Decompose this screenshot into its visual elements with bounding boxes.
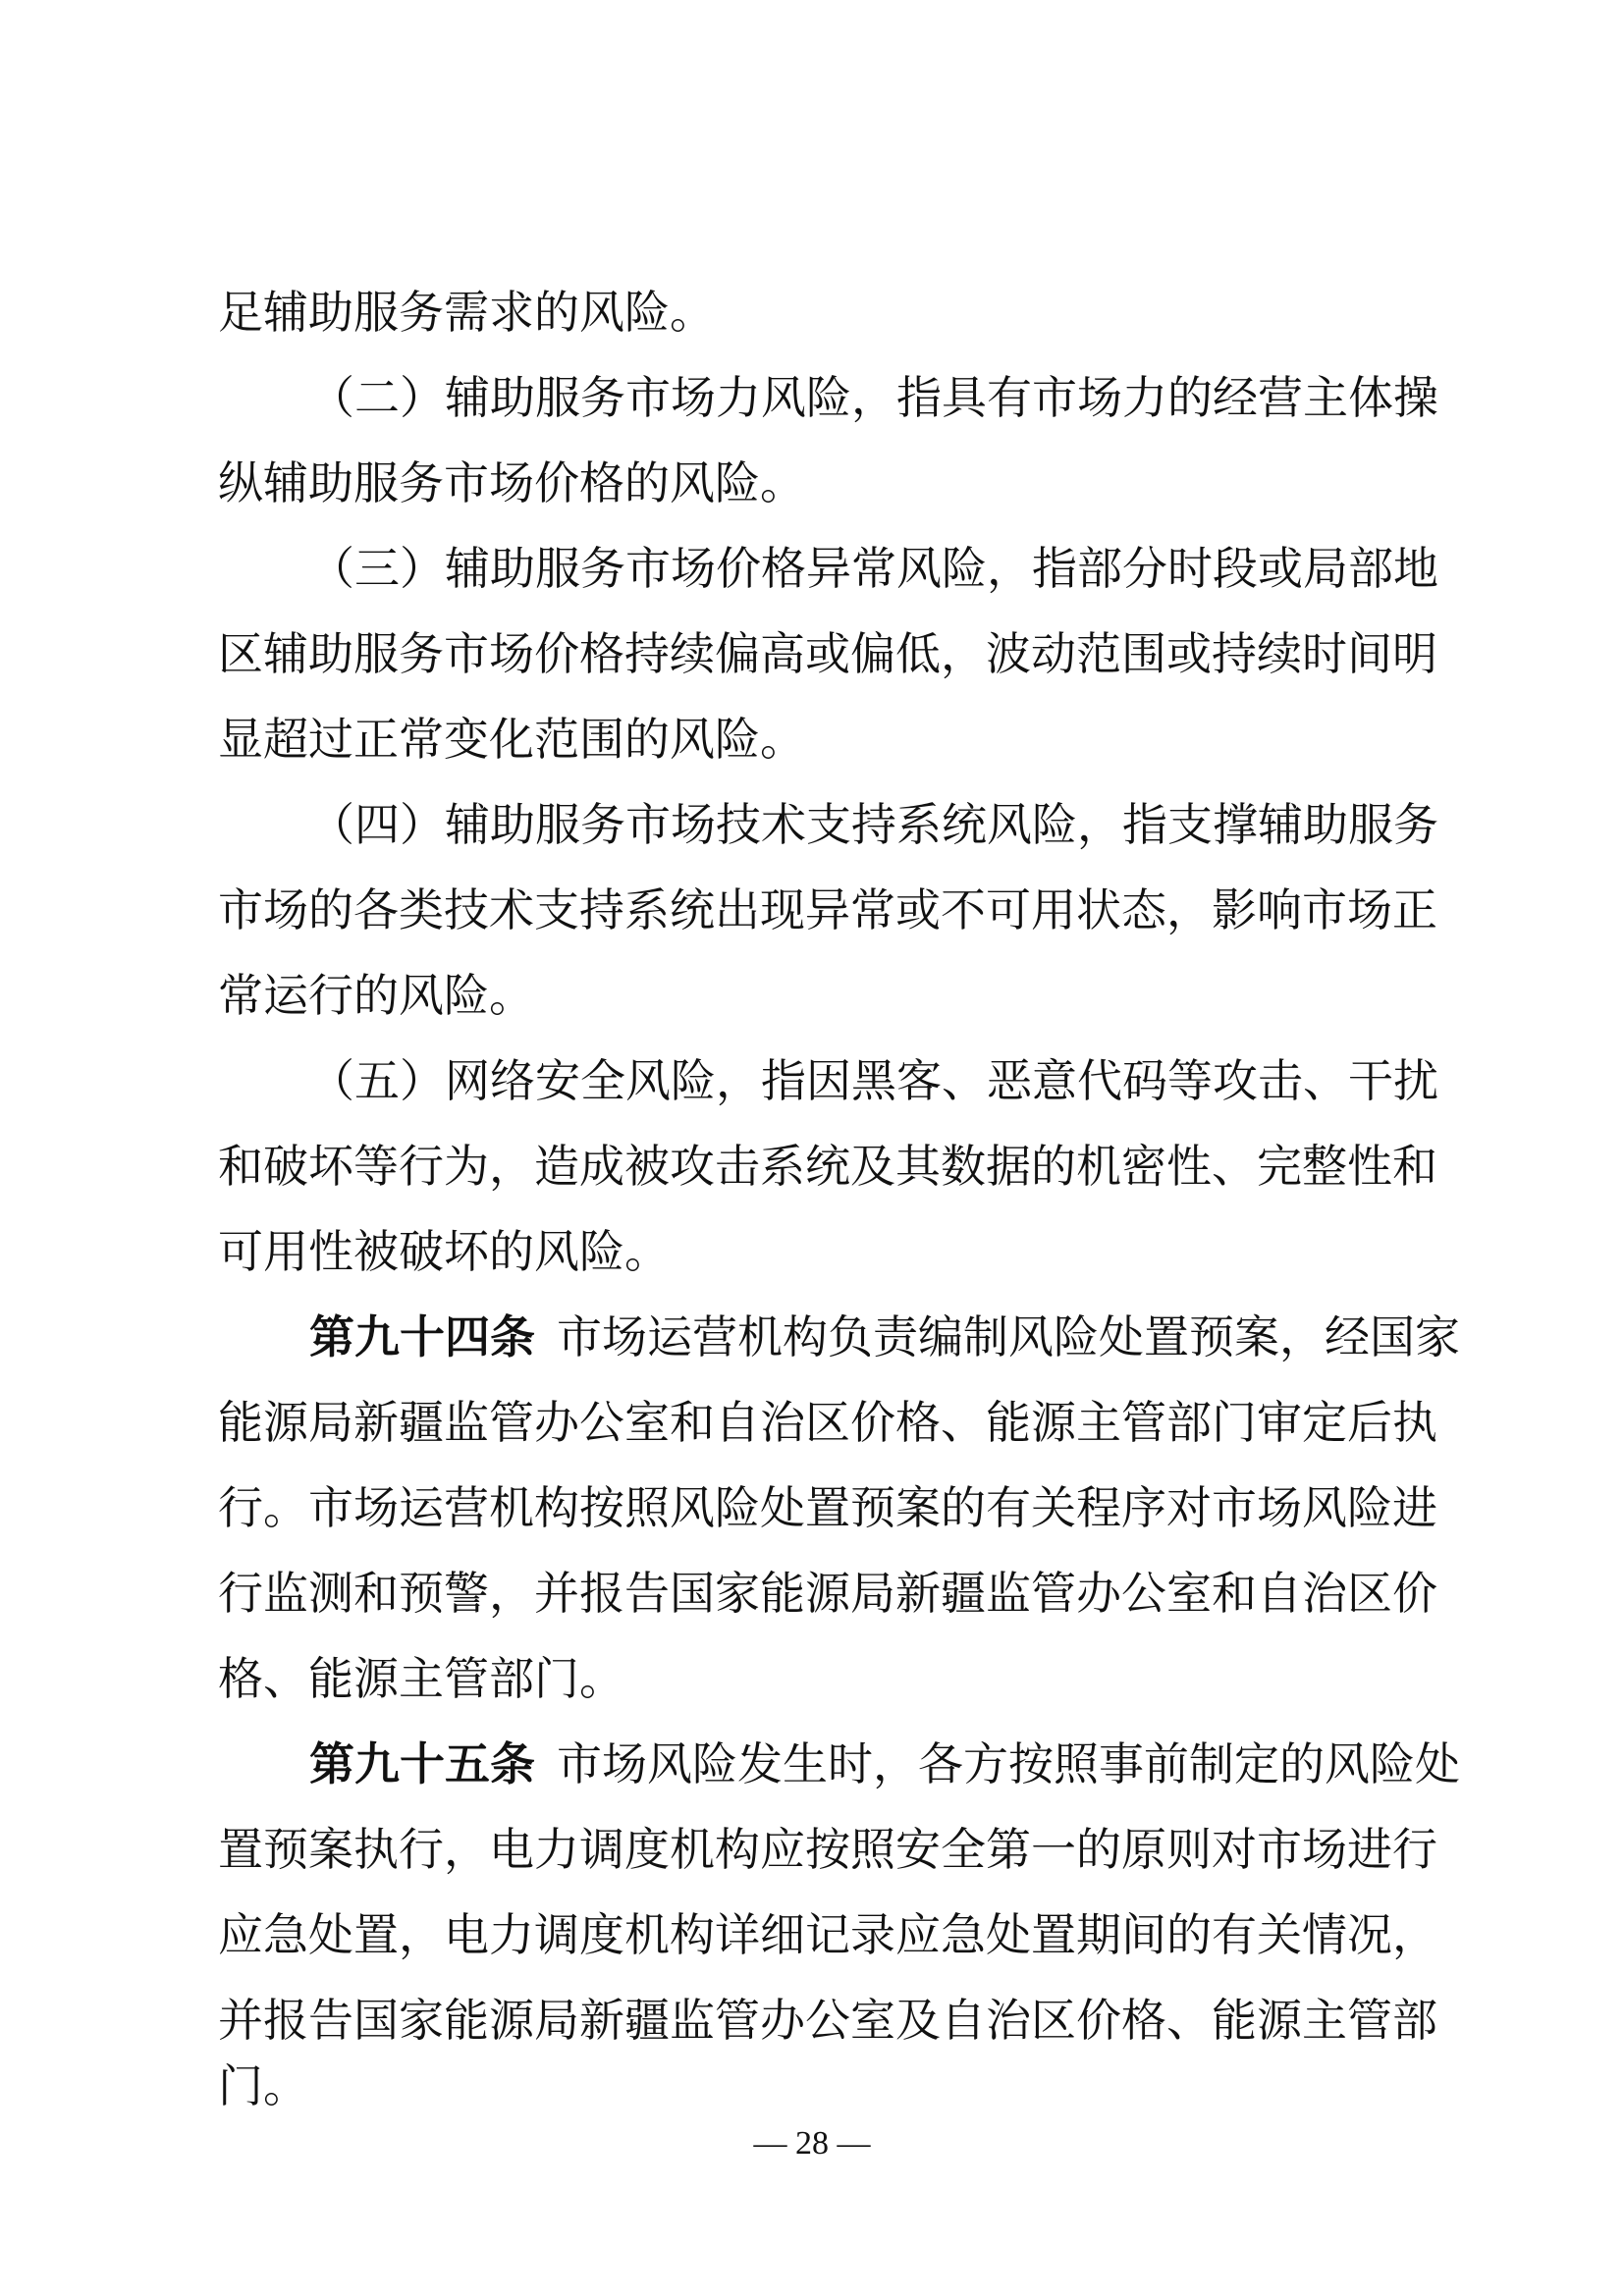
text-line: 显超过正常变化范围的风险。 — [218, 713, 805, 766]
text-line: 门。 — [218, 2059, 308, 2112]
text-line: 置预案执行，电力调度机构应按照安全第一的原则对市场进行 — [218, 1823, 1437, 1876]
article-number-95: 第九十五条 — [309, 1737, 535, 1790]
text-line: 能源局新疆监管办公室和自治区价格、能源主管部门审定后执 — [218, 1396, 1437, 1449]
text-line: 并报告国家能源局新疆监管办公室及自治区价格、能源主管部 — [218, 1994, 1437, 2047]
article-94-first-line — [309, 1309, 1460, 1364]
text-line: 市场的各类技术支持系统出现异常或不可用状态，影响市场正 — [218, 883, 1437, 936]
text-line: 可用性被破坏的风险。 — [218, 1225, 670, 1278]
text-line: 行监测和预警，并报告国家能源局新疆监管办公室和自治区价 — [218, 1567, 1437, 1620]
text-line: （二）辅助服务市场力风险，指具有市场力的经营主体操 — [309, 371, 1438, 424]
page-number: — 28 — — [753, 2125, 871, 2162]
text-line: （三）辅助服务市场价格异常风险，指部分时段或局部地 — [309, 542, 1438, 595]
text-line: 应急处置，电力调度机构详细记录应急处置期间的有关情况， — [218, 1908, 1437, 1961]
article-95-first-line — [309, 1736, 1460, 1791]
text-line: 格、能源主管部门。 — [218, 1652, 624, 1705]
text-line: 行。市场运营机构按照风险处置预案的有关程序对市场风险进 — [218, 1481, 1437, 1534]
text-line: 市场风险发生时，各方按照事前制定的风险处 — [557, 1737, 1460, 1790]
text-line: （四）辅助服务市场技术支持系统风险，指支撑辅助服务 — [309, 798, 1438, 851]
text-line: 区辅助服务市场价格持续偏高或偏低，波动范围或持续时间明 — [218, 627, 1437, 680]
text-line: 纵辅助服务市场价格的风险。 — [218, 456, 805, 509]
text-line: 市场运营机构负责编制风险处置预案，经国家 — [557, 1310, 1460, 1363]
text-line: 和破坏等行为，造成被攻击系统及其数据的机密性、完整性和 — [218, 1140, 1437, 1193]
text-line: （五）网络安全风险，指因黑客、恶意代码等攻击、干扰 — [309, 1054, 1438, 1107]
text-line: 常运行的风险。 — [218, 969, 534, 1022]
article-number-94: 第九十四条 — [309, 1310, 535, 1363]
text-line: 足辅助服务需求的风险。 — [218, 286, 715, 339]
